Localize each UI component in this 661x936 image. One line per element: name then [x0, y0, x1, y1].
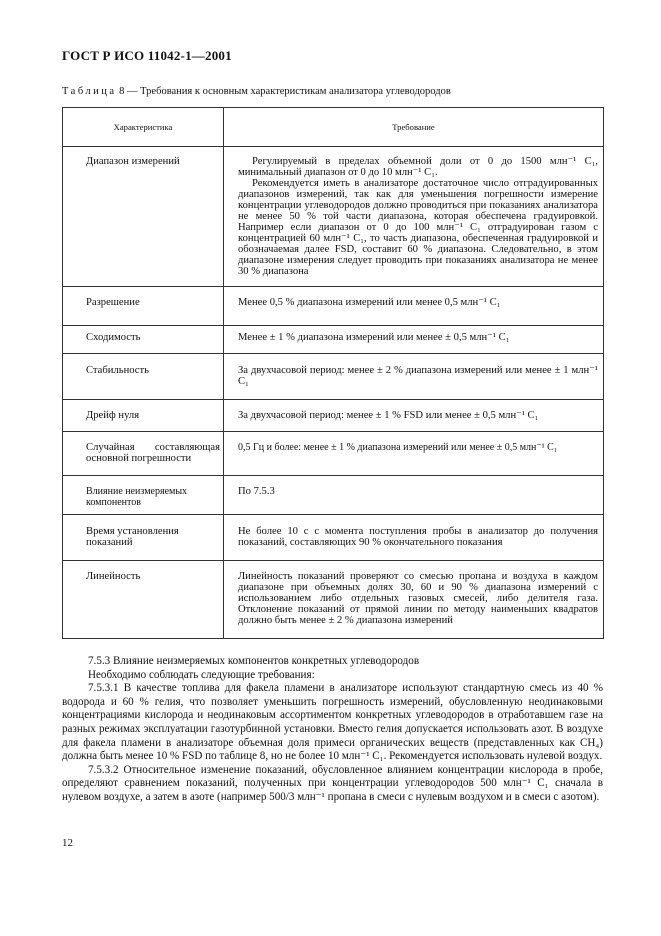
characteristic-name: Линейность	[86, 571, 141, 582]
table-caption-prefix: Таблица	[62, 86, 117, 97]
requirement-text: Регулируемый в пределах объемной доли от 0 до 1500 млн⁻¹ C₁, минимальный диапазон от 0 до 10 млн⁻¹ C₁.	[238, 156, 598, 178]
paragraph: 7.5.3.2 Относительное изменение показаний, обусловленное влиянием концентрации кислорода в пробе, определяют сравнением показаний, полученных при концентрации углеводородов 500 млн⁻¹ C₁ сначала в нулевом воздухе, а затем в азоте (например 500/3 млн⁻¹ пропана в смеси с нулевым воздухом и в смеси с азотом).	[62, 763, 603, 803]
requirement-text: 0,5 Гц и более: менее ± 1 % диапазона измерений или менее ± 0,5 млн⁻¹ C₁	[238, 442, 558, 453]
paragraph: Необходимо соблюдать следующие требования:	[88, 668, 315, 681]
characteristic-name: Разрешение	[86, 297, 140, 308]
requirement-text: Рекомендуется иметь в анализаторе достаточное число отградуированных диапазонов измерений, так как для уменьшения погрешности измерение концентрации углеводородов должно проводиться при показаниях анализатора не менее 50 % той части диапазона, которая обеспечена градуировкой. Например если диапазон от 0 до 100 млн⁻¹ C₁ отградуирован газом с концентрацией 60 млн⁻¹ C₁, то часть диапазона, обеспеченная градуировкой и обозначаемая далее FSD, составит 60 % диапазона. Следовательно, в этом диапазоне измерения следует проводить при показаниях анализатора не менее 30 % диапазона	[238, 178, 598, 277]
characteristic-name: Влияние неизмеряемых компонентов	[86, 486, 188, 508]
table-row	[63, 326, 604, 354]
table-row	[63, 476, 604, 515]
requirement-text: За двухчасовой период: менее ± 1 % FSD или менее ± 0,5 млн⁻¹ C₁	[238, 410, 539, 421]
requirement-text: Линейность показаний проверяют со смесью пропана и воздуха в каждом диапазоне при объемных долях 30, 60 и 90 % диапазона измерений с использованием либо отдельных газовых смесей, либо делителя газа. Отклонение показаний от прямой линии по методу наименьших квадратов должно быть менее ± 2 % диапазона измерений	[238, 571, 598, 626]
table-row	[63, 432, 604, 476]
requirement-text: По 7.5.3	[238, 486, 275, 497]
requirements-table	[62, 107, 604, 639]
paragraph: 7.5.3.1 В качестве топлива для факела пламени в анализаторе используют стандартную смесь из 40 % водорода и 60 % гелия, что позволяет уменьшить погрешность измерений, обусловленную неодинаковыми концентрациями кислорода и неодинаковым ассортиментом конкретных углеводородов в отработавшем газе на разных режимах эксплуатации газотурбинной установки. Вместо гелия допускается использовать азот. В воздухе для факела пламени в анализаторе объемная доля примеси органических веществ (представленных как CH₄) должна быть менее 10 % FSD по таблице 8, но не более 10 млн⁻¹ C₁. Рекомендуется использовать нулевой воздух.	[62, 682, 603, 763]
document-header: ГОСТ Р ИСО 11042-1—2001	[62, 48, 232, 63]
characteristic-name: Диапазон измерений	[86, 156, 180, 167]
table-row	[63, 515, 604, 561]
table-row	[63, 147, 604, 287]
column-header-requirement: Требование	[224, 108, 604, 147]
characteristic-name: Дрейф нуля	[86, 410, 140, 421]
table-caption-text: — Требования к основным характеристикам анализатора углеводородов	[124, 86, 451, 97]
table-row	[63, 561, 604, 639]
table-row	[63, 287, 604, 326]
table-row	[63, 354, 604, 400]
requirement-text: За двухчасовой период: менее ± 2 % диапазона измерений или менее ± 1 млн⁻¹ C₁	[238, 365, 598, 387]
section-heading: 7.5.3 Влияние неизмеряемых компонентов конкретных углеводородов	[88, 655, 420, 667]
table-row	[63, 400, 604, 432]
characteristic-name: Случайная составляющая основной погрешности	[86, 442, 220, 464]
table-header-row	[63, 108, 604, 147]
body-text	[62, 655, 603, 805]
requirement-text: Менее 0,5 % диапазона измерений или менее 0,5 млн⁻¹ C₁	[238, 297, 501, 308]
page-number: 12	[62, 837, 73, 849]
table-caption	[62, 86, 451, 97]
table-caption-number: 8	[119, 86, 125, 97]
characteristic-name: Стабильность	[86, 365, 149, 376]
requirement-text: Не более 10 с с момента поступления пробы в анализатор до получения показаний, составляющих 90 % окончательного показания	[238, 526, 598, 548]
column-header-characteristic: Характеристика	[63, 108, 224, 147]
characteristic-name: Сходимость	[86, 332, 141, 343]
requirement-text: Менее ± 1 % диапазона измерений или менее ± 0,5 млн⁻¹ C₁	[238, 332, 510, 343]
characteristic-name: Время установления показаний	[86, 526, 179, 548]
